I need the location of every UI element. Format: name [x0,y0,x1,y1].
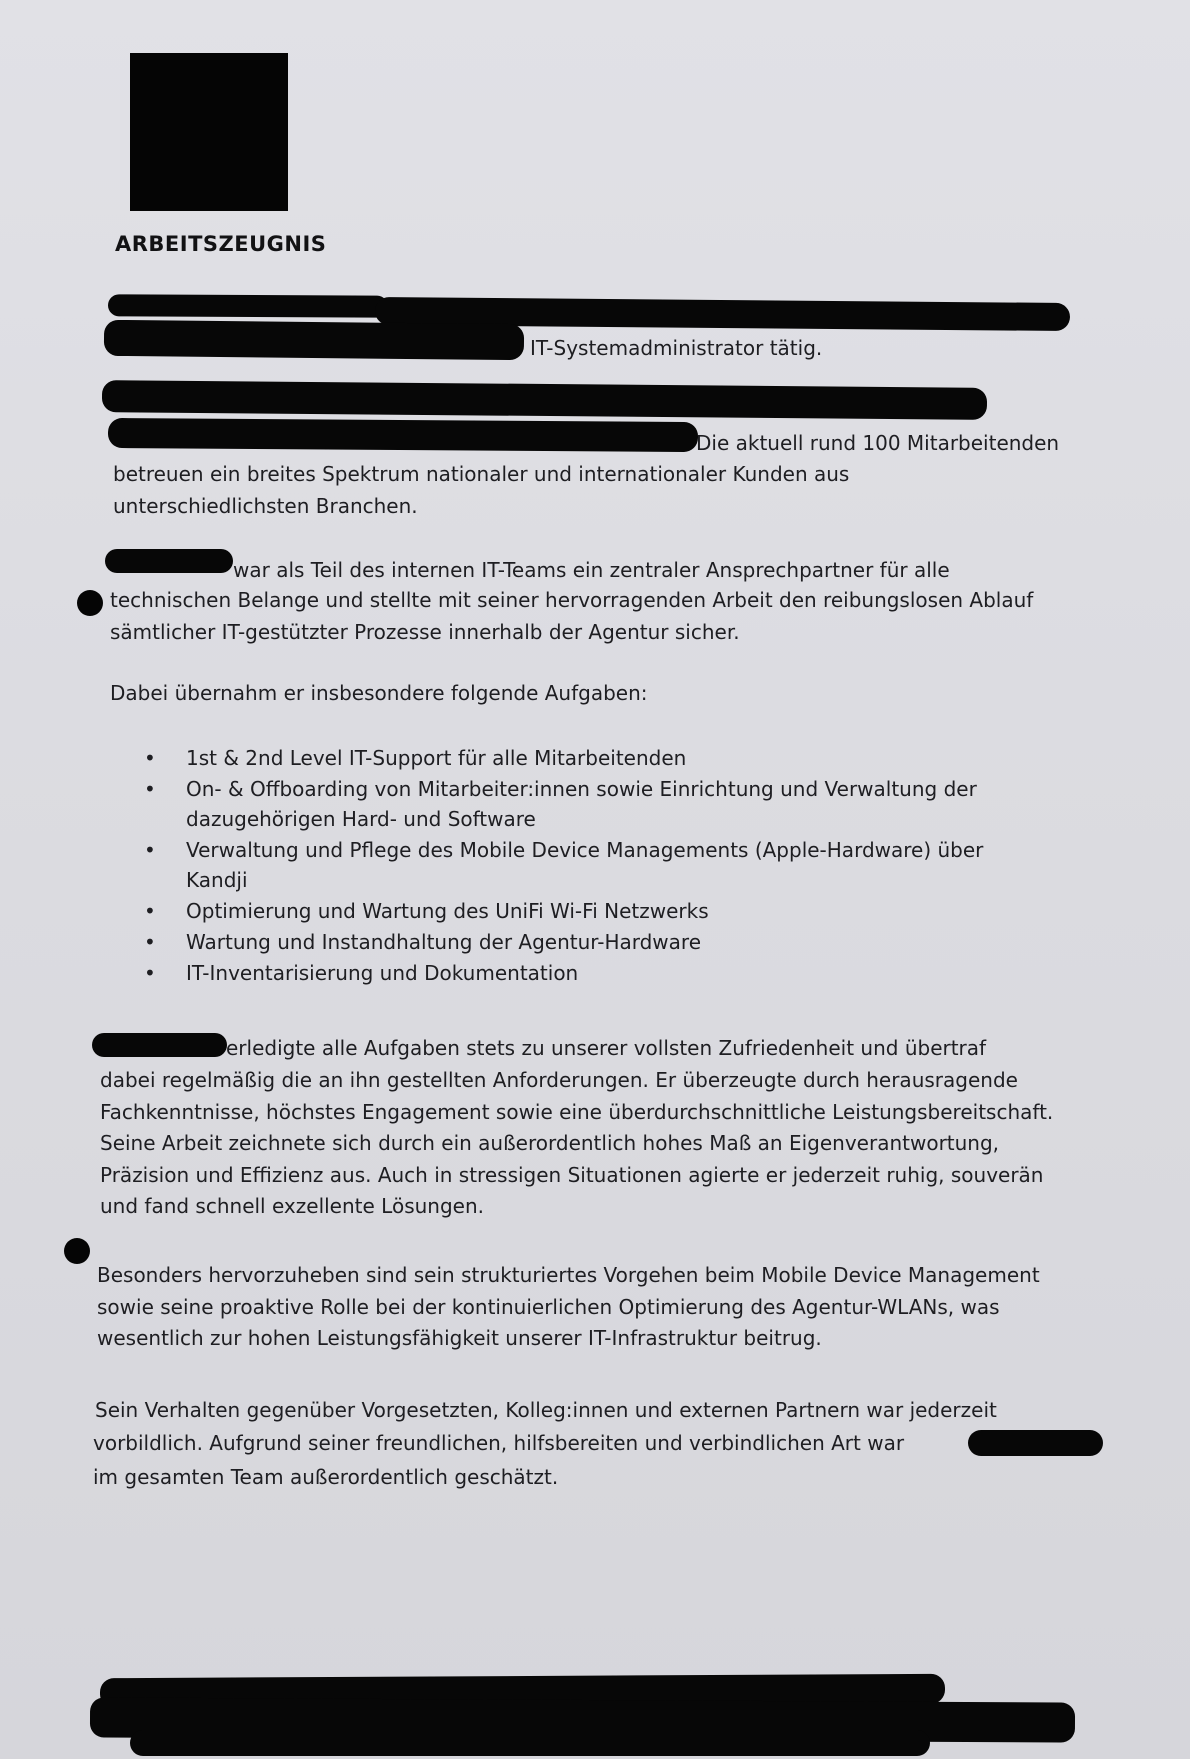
redaction-bar [104,320,524,360]
company-intro-text: betreuen ein breites Spektrum nationaler und internationaler Kunden aus unterschiedlichsten Branchen. [113,462,850,518]
job-title-line: IT-Systemadministrator tätig. [530,336,823,360]
performance-text: dabei regelmäßig die an ihn gestellten Anforderungen. Er überzeugte durch herausragende Fachkenntnisse, höchstes Engagement sowie eine überdurchschnittliche Leistungsbereitschaft. Seine Arbeit zeichnete sich durch ein außerordentlich hohes Maß an Eigenverantwortung, Präzision und Effizienz aus. Auch in stressigen Situationen agierte er jederzeit ruhig, souverän und fand schnell exzellente Lösungen. [100,1068,1054,1218]
list-item: • Optimierung und Wartung des UniFi Wi-Fi Netzwerks [140,896,1040,926]
redaction-bar [102,380,987,420]
redaction-bar [968,1430,1103,1456]
list-item: • 1st & 2nd Level IT-Support für alle Mitarbeitenden [140,743,1040,773]
hole-punch-mark [64,1238,90,1264]
redaction-bar [105,549,233,573]
redaction-bar [108,294,388,317]
list-item: • Verwaltung und Pflege des Mobile Device Managements (Apple-Hardware) über Kandji [140,835,1040,895]
document-title: ARBEITSZEUGNIS [115,232,327,256]
role-line-1: war als Teil des internen IT-Teams ein zentraler Ansprechpartner für alle [233,558,950,582]
behavior-line-2: vorbildlich. Aufgrund seiner freundlichen, hilfsbereiten und verbindlichen Art war [93,1431,905,1455]
list-item: • Wartung und Instandhaltung der Agentur-Hardware [140,927,1040,957]
company-intro-line-1: Die aktuell rund 100 Mitarbeitenden [696,431,1060,455]
redaction-bar [92,1033,227,1057]
list-item: • On- & Offboarding von Mitarbeiter:innen sowie Einrichtung und Verwaltung der dazugehörigen Hard- und Software [140,774,1040,834]
role-text: technischen Belange und stellte mit seiner hervorragenden Arbeit den reibungslosen Ablauf sämtlicher IT-gestützter Prozesse innerhalb der Agentur sicher. [110,588,1034,644]
tasks-intro: Dabei übernahm er insbesondere folgende Aufgaben: [110,681,648,705]
list-item: • IT-Inventarisierung und Dokumentation [140,958,1040,988]
behavior-line-1: Sein Verhalten gegenüber Vorgesetzten, Kolleg:innen und externen Partnern war jederzeit [95,1398,997,1422]
behavior-line-3: im gesamten Team außerordentlich geschätzt. [93,1465,559,1489]
highlight-text: Besonders hervorzuheben sind sein strukturiertes Vorgehen beim Mobile Device Management sowie seine proaktive Rolle bei der kontinuierlichen Optimierung des Agentur-WLANs, was wesentlich zur hohen Leistungsfähigkeit unserer IT-Infrastruktur beitrug. [97,1263,1040,1350]
performance-line-1: erledigte alle Aufgaben stets zu unserer vollsten Zufriedenheit und übertraf [226,1036,987,1060]
hole-punch-mark [77,590,103,616]
redacted-logo [130,53,288,211]
task-list [140,743,1040,989]
redaction-bar [108,418,698,452]
redaction-bar [130,1730,930,1756]
